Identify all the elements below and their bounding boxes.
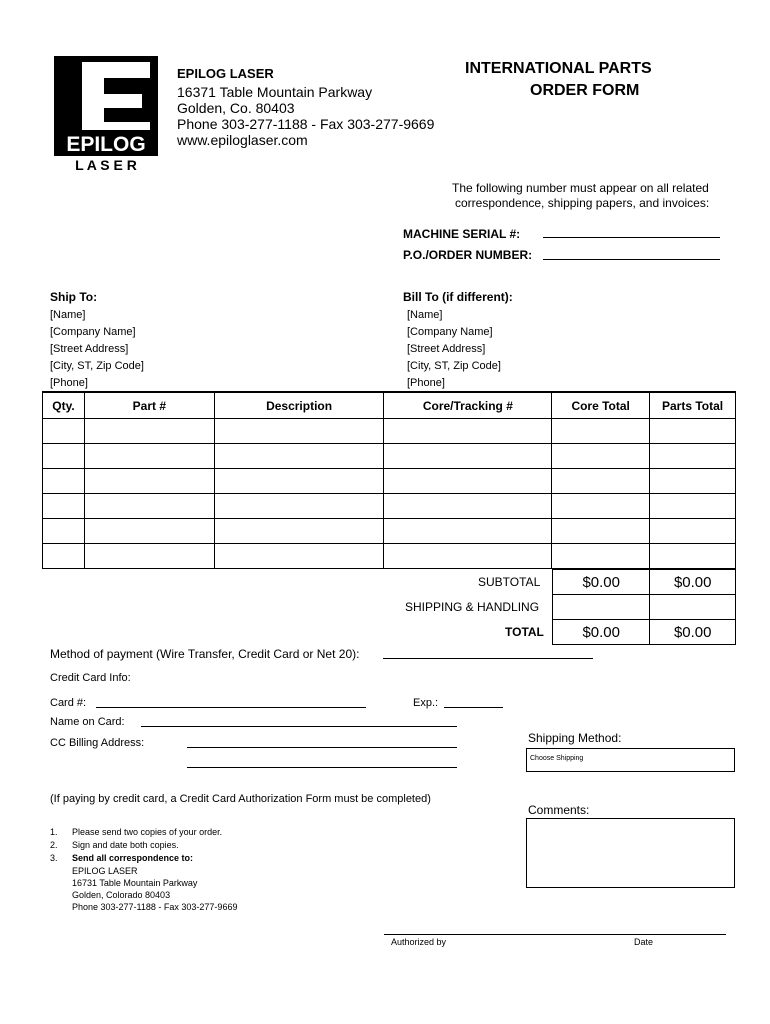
notice-line1: The following number must appear on all related [452,181,709,195]
cell-qty[interactable] [43,444,85,469]
cell-parts-total[interactable] [650,419,736,444]
cell-description[interactable] [214,544,384,569]
table-header-row [43,392,736,419]
cell-core-total[interactable] [552,444,650,469]
mail-to-city: Golden, Colorado 80403 [72,890,171,900]
exp-label: Exp.: [413,697,439,709]
table-row [43,469,736,494]
ship-to-phone[interactable]: [Phone] [50,377,88,389]
cell-core-tracking[interactable] [384,544,552,569]
shipping-method-label: Shipping Method: [528,731,622,745]
cell-core-tracking[interactable] [384,469,552,494]
total-label: TOTAL [505,625,544,639]
cell-part-number[interactable] [84,419,214,444]
company-city: Golden, Co. 80403 [177,100,295,116]
cell-parts-total[interactable] [650,544,736,569]
bill-to-phone[interactable]: [Phone] [407,377,445,389]
ship-to-street[interactable]: [Street Address] [50,343,129,355]
bill-to-title: Bill To (if different): [403,290,513,304]
mail-to-name: EPILOG LASER [72,866,138,876]
ship-to-city[interactable]: [City, ST, Zip Code] [50,360,144,372]
cell-parts-total[interactable] [650,469,736,494]
cell-description[interactable] [214,519,384,544]
table-row [43,519,736,544]
form-title-line1: INTERNATIONAL PARTS [465,60,652,77]
instruction-3: 3. Send all correspondence to: [50,853,194,863]
mail-to-phone: Phone 303-277-1188 - Fax 303-277-9669 [72,902,238,912]
table-row [43,419,736,444]
payment-label: Method of payment (Wire Transfer, Credit Card or Net 20): [50,647,360,661]
signature-line[interactable] [384,934,726,935]
cell-description[interactable] [214,444,384,469]
name-on-card-field[interactable] [141,726,457,727]
parts-table [42,391,736,569]
cell-parts-total[interactable] [650,494,736,519]
ship-to-block [50,307,144,392]
form-title-line2: ORDER FORM [530,82,640,99]
serial-label: MACHINE SERIAL #: [403,227,521,241]
cell-part-number[interactable] [84,444,214,469]
bill-to-block [407,307,501,392]
cell-qty[interactable] [43,519,85,544]
table-row [43,544,736,569]
cell-core-total[interactable] [552,544,650,569]
cell-description[interactable] [214,469,384,494]
col-description: Description [214,392,384,419]
cell-description[interactable] [214,419,384,444]
cell-qty[interactable] [43,419,85,444]
date-label: Date [634,937,654,947]
shipping-method-value: Choose Shipping [530,755,584,762]
payment-field[interactable] [383,658,593,659]
ship-to-title: Ship To: [50,290,98,304]
ship-to-name[interactable]: [Name] [50,309,86,321]
total-core: $0.00 [553,620,650,645]
mail-to-street: 16731 Table Mountain Parkway [72,878,198,888]
cell-core-tracking[interactable] [384,519,552,544]
cell-core-total[interactable] [552,519,650,544]
ship-to-company[interactable]: [Company Name] [50,326,136,338]
cell-core-total[interactable] [552,419,650,444]
cell-part-number[interactable] [84,519,214,544]
po-field[interactable] [543,259,720,260]
name-on-card-label: Name on Card: [50,716,125,728]
cell-part-number[interactable] [84,494,214,519]
total-parts: $0.00 [650,620,736,645]
totals-table [552,569,736,645]
table-row [43,444,736,469]
comments-box[interactable] [526,818,735,888]
cell-core-total[interactable] [552,494,650,519]
cc-note: (If paying by credit card, a Credit Card Authorization Form must be completed) [50,793,431,805]
notice-line2: correspondence, shipping papers, and invoices: [455,196,710,210]
billing-address-field-2[interactable] [187,767,457,768]
cell-core-total[interactable] [552,469,650,494]
bill-to-name[interactable]: [Name] [407,309,443,321]
authorized-by-label: Authorized by [391,937,447,947]
comments-label: Comments: [528,803,590,817]
cc-info-label: Credit Card Info: [50,672,131,684]
card-number-label: Card #: [50,697,87,709]
cell-part-number[interactable] [84,544,214,569]
shipping-method-select[interactable] [526,748,735,772]
shipping-core[interactable] [553,595,650,620]
cell-part-number[interactable] [84,469,214,494]
company-name: EPILOG LASER [177,66,274,81]
col-parts-total: Parts Total [650,392,736,419]
po-label: P.O./ORDER NUMBER: [403,248,533,262]
company-phone: Phone 303-277-1188 - Fax 303-277-9669 [177,116,435,132]
billing-address-label: CC Billing Address: [50,737,145,749]
cell-qty[interactable] [43,494,85,519]
col-qty: Qty. [43,392,85,419]
col-part-number: Part # [84,392,214,419]
table-row [43,494,736,519]
cell-qty[interactable] [43,469,85,494]
company-address: 16371 Table Mountain Parkway [177,84,373,100]
cell-parts-total[interactable] [650,519,736,544]
cell-description[interactable] [214,494,384,519]
cell-qty[interactable] [43,544,85,569]
mail-to-block [50,865,237,913]
instruction-1: 1. Please send two copies of your order. [50,827,223,837]
subtotal-parts: $0.00 [650,570,736,595]
bill-to-company[interactable]: [Company Name] [407,326,493,338]
serial-field[interactable] [543,237,720,238]
shipping-label: SHIPPING & HANDLING [405,600,540,614]
subtotal-core: $0.00 [553,570,650,595]
logo-wordmark: EPILOG [66,133,146,156]
cell-core-tracking[interactable] [384,494,552,519]
instructions-list [50,826,237,913]
exp-field[interactable] [444,707,503,708]
cell-core-tracking[interactable] [384,444,552,469]
instruction-2: 2. Sign and date both copies. [50,840,179,850]
billing-address-field-1[interactable] [187,747,457,748]
epilog-logo [54,56,158,172]
subtotal-label: SUBTOTAL [478,575,541,589]
logo-subtext: L A S E R [75,157,137,172]
company-web: www.epiloglaser.com [177,132,308,148]
card-number-field[interactable] [96,707,366,708]
bill-to-city[interactable]: [City, ST, Zip Code] [407,360,501,372]
col-core-total: Core Total [552,392,650,419]
col-core-tracking: Core/Tracking # [384,392,552,419]
shipping-parts[interactable] [650,595,736,620]
cell-parts-total[interactable] [650,444,736,469]
cell-core-tracking[interactable] [384,419,552,444]
bill-to-street[interactable]: [Street Address] [407,343,486,355]
